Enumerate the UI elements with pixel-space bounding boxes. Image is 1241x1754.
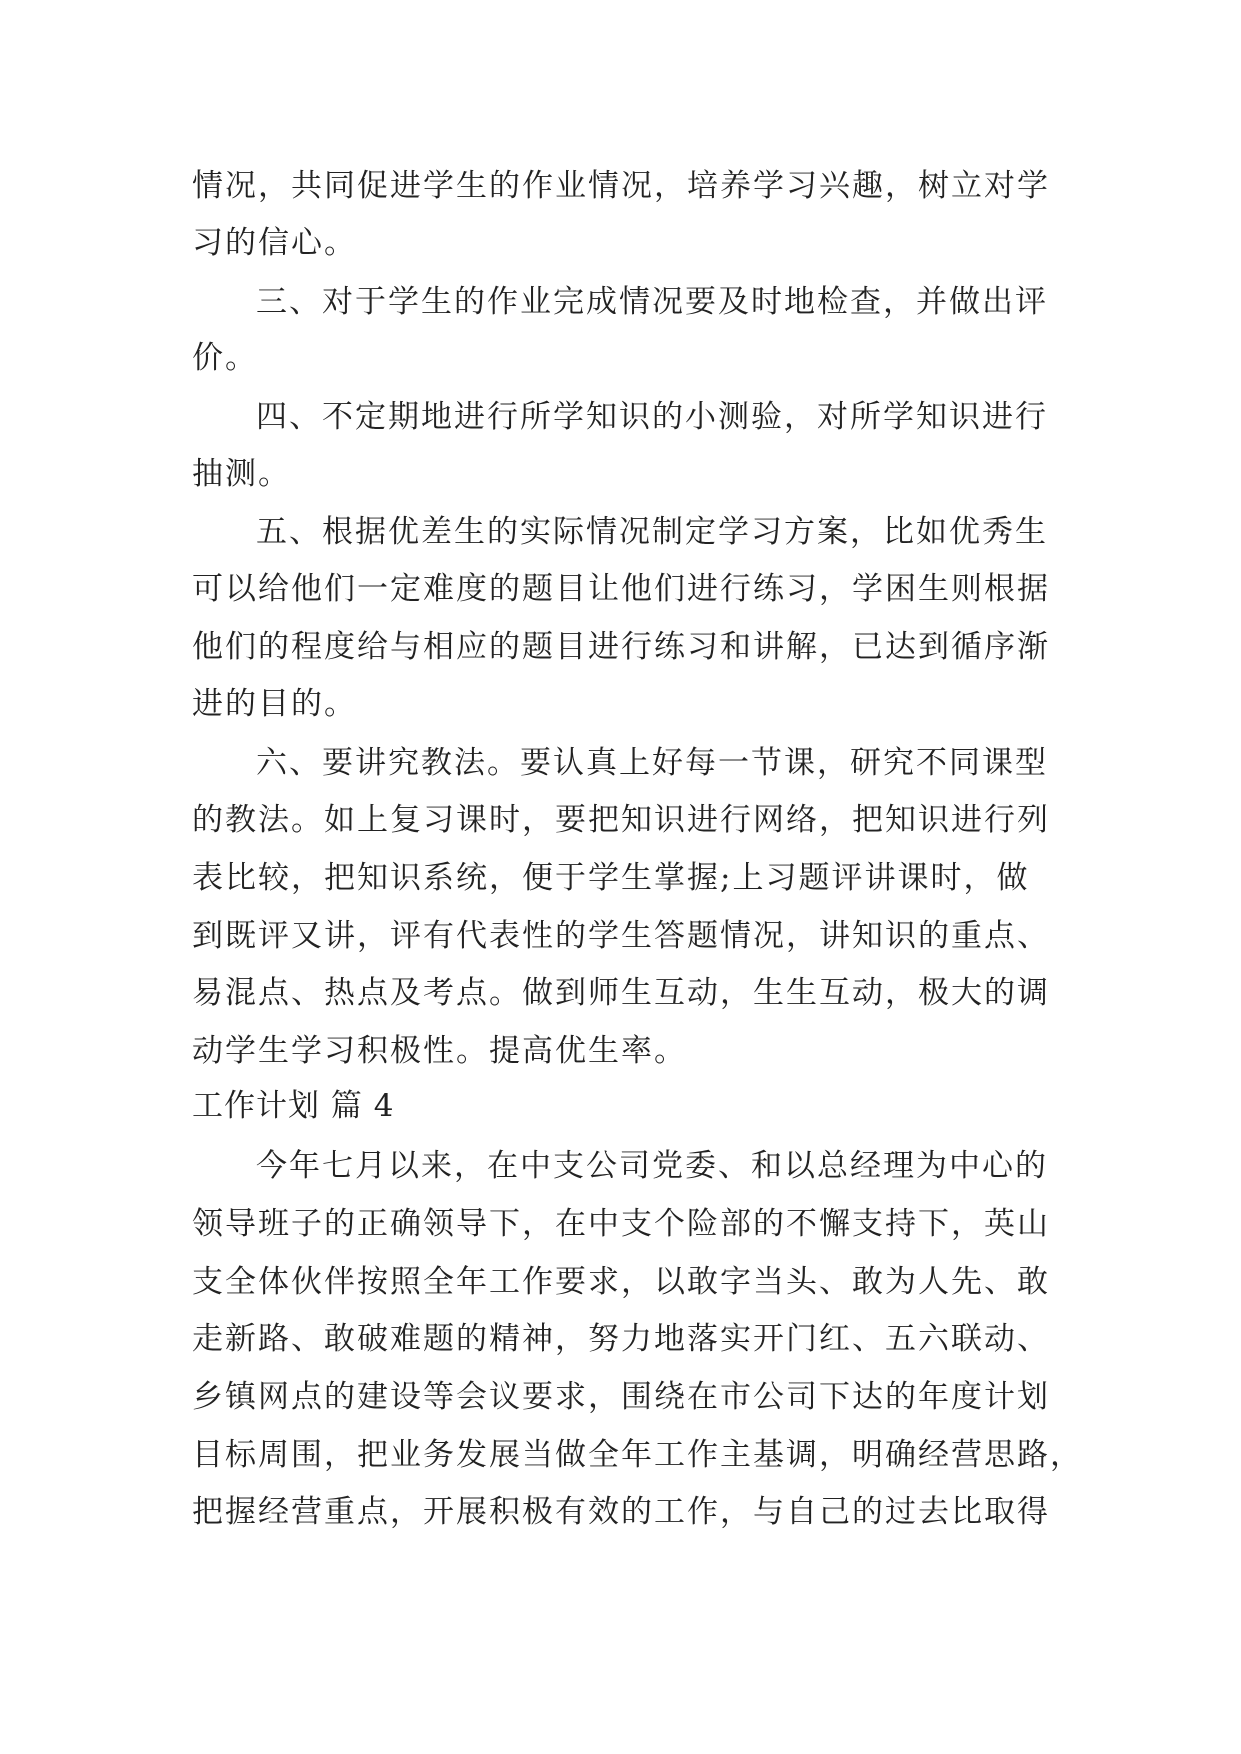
text-line: 的教法。如上复习课时，要把知识进行网络，把知识进行列 [192,802,1050,838]
text-line: 动学生学习积极性。提高优生率。 [192,1033,687,1069]
text-line: 支全体伙伴按照全年工作要求，以敢字当头、敢为人先、敢 [192,1264,1050,1300]
text-line: 把握经营重点，开展积极有效的工作，与自己的过去比取得 [192,1494,1050,1530]
section-heading: 工作计划 篇 4 [192,1088,395,1124]
text-line: 乡镇网点的建设等会议要求，围绕在市公司下达的年度计划 [192,1379,1050,1415]
text-line: 目标周围，把业务发展当做全年工作主基调，明确经营思路， [192,1437,1083,1473]
text-line: 今年七月以来，在中支公司党委、和以总经理为中心的 [256,1148,1048,1184]
text-line: 价。 [192,340,258,376]
text-line: 领导班子的正确领导下，在中支个险部的不懈支持下，英山 [192,1206,1050,1242]
text-line: 可以给他们一定难度的题目让他们进行练习，学困生则根据 [192,571,1050,607]
text-line: 表比较，把知识系统，便于学生掌握;上习题评讲课时，做 [192,860,1030,896]
text-line: 四、不定期地进行所学知识的小测验，对所学知识进行 [256,399,1048,435]
text-line: 三、对于学生的作业完成情况要及时地检查，并做出评 [256,284,1048,320]
text-line: 到既评又讲，评有代表性的学生答题情况，讲知识的重点、 [192,918,1050,954]
text-line: 习的信心。 [192,225,357,261]
text-line: 抽测。 [192,456,291,492]
text-line: 易混点、热点及考点。做到师生互动，生生互动，极大的调 [192,975,1050,1011]
text-line: 他们的程度给与相应的题目进行练习和讲解，已达到循序渐 [192,629,1050,665]
text-line: 进的目的。 [192,686,357,722]
text-line: 走新路、敢破难题的精神，努力地落实开门红、五六联动、 [192,1321,1050,1357]
text-line: 情况，共同促进学生的作业情况，培养学习兴趣，树立对学 [192,168,1050,204]
text-line: 六、要讲究教法。要认真上好每一节课，研究不同课型 [256,745,1048,781]
text-line: 五、根据优差生的实际情况制定学习方案，比如优秀生 [256,514,1048,550]
